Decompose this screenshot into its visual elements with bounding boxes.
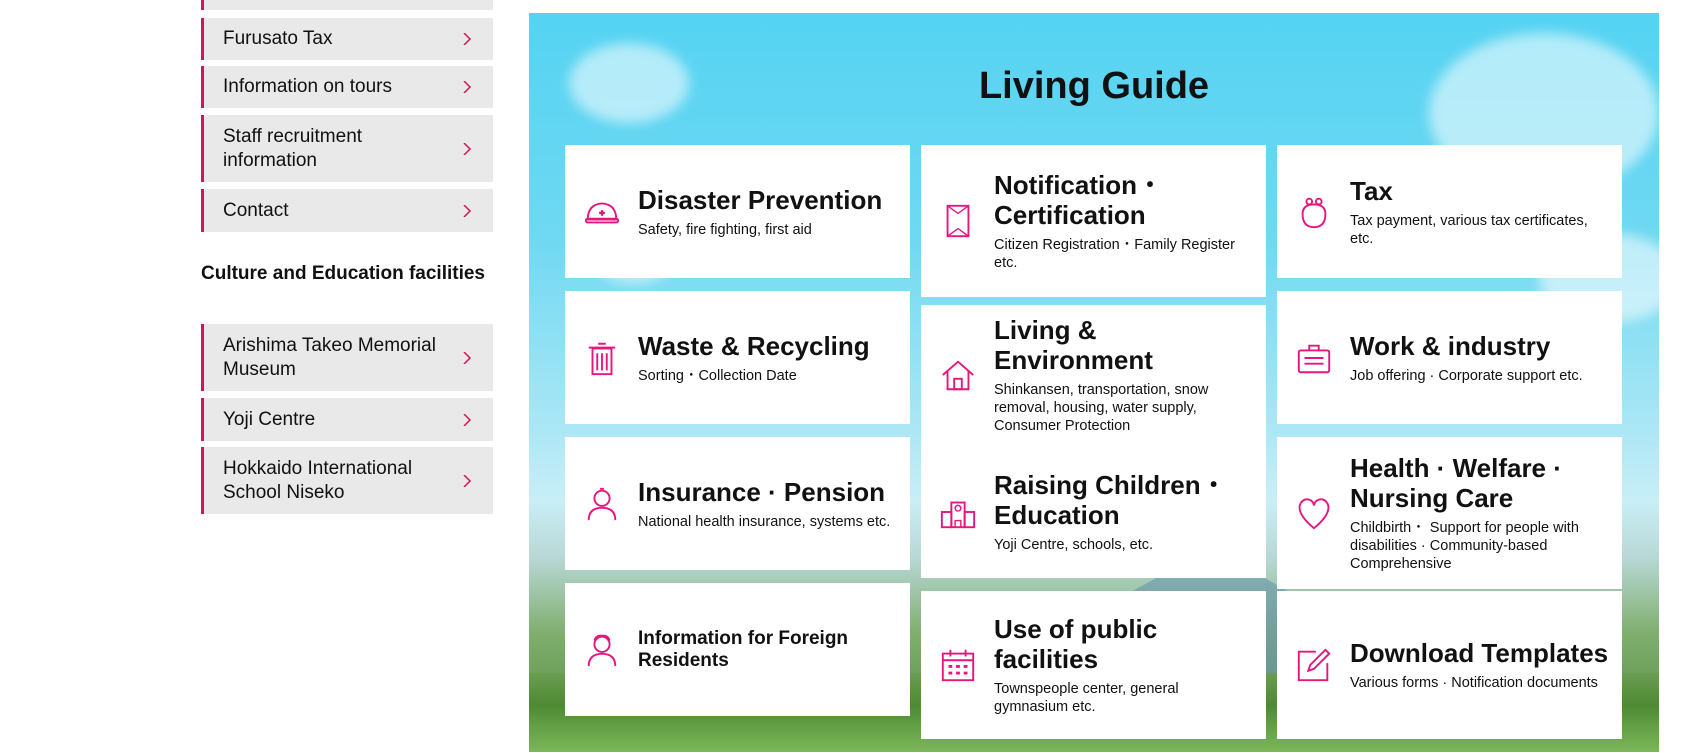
edit-icon <box>1295 646 1333 684</box>
card-title: Raising Children・Education <box>994 469 1227 530</box>
foreigner-icon <box>583 631 621 669</box>
sidebar-item-yoji-centre[interactable] <box>201 398 493 441</box>
card-description: Shinkansen, transportation, snow removal, housing, water supply, Consumer Protection <box>994 382 1209 434</box>
house-icon <box>939 356 977 394</box>
living-guide-section <box>529 13 1659 752</box>
document-icon <box>939 202 977 240</box>
chevron-right-icon <box>461 33 473 45</box>
card-title: Notification・Certification <box>994 170 1163 230</box>
chevron-right-icon <box>461 352 473 364</box>
card-title: Information for Foreign Residents <box>638 627 849 671</box>
trash-icon <box>583 339 621 377</box>
card-title: Waste & Recycling <box>638 330 870 361</box>
sidebar-item-label: Yoji Centre <box>223 408 316 430</box>
chevron-right-icon <box>461 81 473 93</box>
card-work-industry[interactable] <box>1277 291 1622 424</box>
card-text <box>1350 331 1610 385</box>
sidebar-item-label: Hokkaido International School Niseko <box>223 457 413 503</box>
card-title: Work & industry <box>1350 330 1551 361</box>
card-waste-recycling[interactable] <box>565 291 910 424</box>
person-icon <box>583 485 621 523</box>
sidebar-item-contact[interactable] <box>201 189 493 232</box>
card-description: Childbirth・ Support for people with disabilities · Community-based Comprehensive <box>1350 520 1579 572</box>
sidebar-item-label: Furusato Tax <box>223 28 333 49</box>
card-health-welfare[interactable] <box>1277 437 1622 589</box>
card-text <box>638 477 898 531</box>
card-disaster-prevention[interactable] <box>565 145 910 278</box>
sidebar-item-arishima-museum[interactable] <box>201 324 493 391</box>
card-text <box>638 628 898 672</box>
card-text <box>994 470 1254 554</box>
card-title: Living & Environment <box>994 315 1153 375</box>
calendar-icon <box>939 646 977 684</box>
chevron-right-icon <box>461 414 473 426</box>
card-text <box>638 331 898 385</box>
card-description: Safety, fire fighting, first aid <box>638 221 812 238</box>
card-public-facilities[interactable] <box>921 591 1266 739</box>
chevron-right-icon <box>461 143 473 155</box>
card-description: Tax payment, various tax certificates, etc. <box>1350 212 1588 247</box>
card-living-environment[interactable] <box>921 305 1266 445</box>
card-title: Insurance · Pension <box>638 476 886 507</box>
coin-purse-icon <box>1295 193 1333 231</box>
helmet-icon <box>583 193 621 231</box>
card-insurance-pension[interactable] <box>565 437 910 570</box>
sidebar-item-staff-recruitment[interactable] <box>201 115 493 182</box>
card-title: Health · Welfare · Nursing Care <box>1350 453 1562 513</box>
culture-education-heading: Culture and Education facilities <box>201 263 485 284</box>
sidebar-item-label: Arishima Takeo Memorial Museum <box>223 334 436 380</box>
sidebar-item-tours[interactable] <box>201 66 493 108</box>
card-description: Job offering · Corporate support etc. <box>1350 367 1583 384</box>
card-title: Use of public facilities <box>994 614 1158 674</box>
card-notification-certification[interactable] <box>921 145 1266 297</box>
card-description: National health insurance, systems etc. <box>638 513 891 530</box>
chevron-right-icon <box>461 205 473 217</box>
card-title: Download Templates <box>1350 638 1609 668</box>
card-description: Yoji Centre, schools, etc. <box>994 536 1154 553</box>
school-icon <box>939 493 977 531</box>
card-description: Townspeople center, general gymnasium etc. <box>994 681 1179 715</box>
card-foreign-residents[interactable] <box>565 583 910 716</box>
card-title: Tax <box>1350 175 1393 206</box>
card-text <box>1350 453 1610 573</box>
sidebar-item-furusato-tax[interactable] <box>201 18 493 60</box>
briefcase-icon <box>1295 339 1333 377</box>
sidebar-item-top-hidden[interactable] <box>201 0 493 10</box>
card-description: Citizen Registration・Family Register etc. <box>994 237 1235 271</box>
heart-icon <box>1295 494 1333 532</box>
card-title: Disaster Prevention <box>638 184 883 215</box>
chevron-right-icon <box>461 475 473 487</box>
card-text <box>994 614 1254 716</box>
card-description: Sorting・Collection Date <box>638 367 797 384</box>
card-download-templates[interactable] <box>1277 591 1622 739</box>
sidebar-item-international-school[interactable] <box>201 447 493 514</box>
card-text <box>994 315 1254 435</box>
card-tax[interactable] <box>1277 145 1622 278</box>
card-description: Various forms · Notification documents <box>1350 675 1598 691</box>
sidebar-item-label: Information on tours <box>223 76 392 97</box>
sidebar-item-label: Contact <box>223 199 289 221</box>
card-text <box>1350 638 1610 692</box>
card-text <box>1350 176 1610 248</box>
sidebar-item-label: Staff recruitment information <box>223 125 363 171</box>
card-text <box>638 185 898 239</box>
living-guide-title: Living Guide <box>978 65 1210 107</box>
card-raising-children-education[interactable] <box>921 445 1266 578</box>
card-text <box>994 170 1254 272</box>
